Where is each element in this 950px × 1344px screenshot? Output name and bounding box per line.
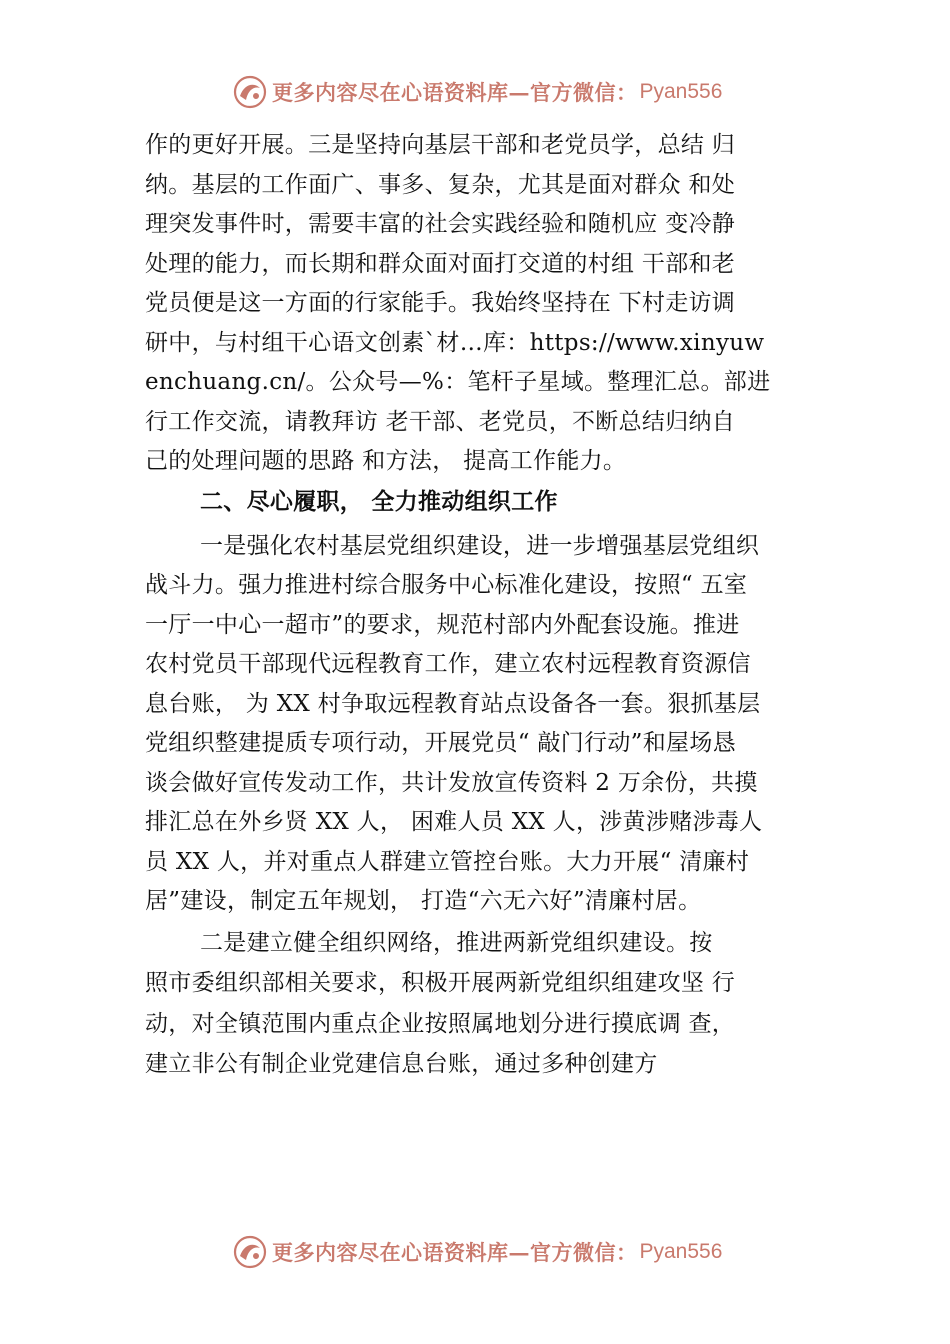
watermark-logo-icon xyxy=(232,1234,268,1270)
body-line: 研中，与村组干心语文创素`材…库：https://www.xinyuw xyxy=(145,330,765,356)
body-line: 动，对全镇范围内重点企业按照属地划分进行摸底调 查， xyxy=(145,1011,736,1037)
body-line: 农村党员干部现代远程教育工作，建立农村远程教育资源信 xyxy=(145,651,751,677)
body-line: 建立非公有制企业党建信息台账，通过多种创建方 xyxy=(145,1051,658,1077)
body-line: 处理的能力，而长期和群众面对面打交道的村组 干部和老 xyxy=(145,251,736,277)
header-watermark xyxy=(232,72,722,112)
watermark-handle: Pyan556 xyxy=(639,80,723,103)
body-line: 一厅一中心一超市”的要求，规范村部内外配套设施。推进 xyxy=(145,612,740,638)
body-line: 排汇总在外乡贤 XX 人， 困难人员 XX 人，涉黄涉赌涉毒人 xyxy=(145,809,763,835)
body-line: 党员便是这一方面的行家能手。我始终坚持在 下村走访调 xyxy=(145,290,736,316)
body-line: 居”建设，制定五年规划， 打造“六无六好”清廉村居。 xyxy=(145,888,702,914)
body-line: 纳。基层的工作面广、事多、复杂，尤其是面对群众 和处 xyxy=(145,172,736,198)
body-line: 照市委组织部相关要求，积极开展两新党组织组建攻坚 行 xyxy=(145,970,736,996)
body-line: 息台账， 为 XX 村争取远程教育站点设备各一套。狠抓基层 xyxy=(145,691,761,717)
body-line: 员 XX 人，并对重点人群建立管控台账。大力开展“ 清廉村 xyxy=(145,849,750,875)
body-line: 二是建立健全组织网络，推进两新党组织建设。按 xyxy=(200,930,713,956)
body-line: 战斗力。强力推进村综合服务中心标准化建设，按照“ 五室 xyxy=(145,572,748,598)
body-line: 己的处理问题的思路 和方法， 提高工作能力。 xyxy=(145,448,627,474)
watermark-logo-icon xyxy=(232,74,268,110)
body-line: enchuang.cn/。公众号—%：笔杆子星域。整理汇总。部进 xyxy=(145,369,771,395)
body-line: 党组织整建提质专项行动，开展党员“ 敲门行动”和屋场恳 xyxy=(145,730,736,756)
body-line: 一是强化农村基层党组织建设，进一步增强基层党组织 xyxy=(200,533,760,559)
body-line: 理突发事件时，需要丰富的社会实践经验和随机应 变冷静 xyxy=(145,211,736,237)
watermark-text: 更多内容尽在心语资料库—官方微信： xyxy=(272,80,638,105)
watermark-handle: Pyan556 xyxy=(639,1240,723,1263)
body-line: 谈会做好宣传发动工作，共计发放宣传资料 2 万余份，共摸 xyxy=(145,770,758,796)
footer-watermark xyxy=(232,1232,722,1272)
body-line: 行工作交流，请教拜访 老干部、老党员，不断总结归纳自 xyxy=(145,409,736,435)
body-line: 作的更好开展。三是坚持向基层干部和老党员学，总结 归 xyxy=(145,132,736,158)
section-heading: 二、尽心履职， 全力推动组织工作 xyxy=(200,489,558,515)
watermark-text: 更多内容尽在心语资料库—官方微信： xyxy=(272,1240,638,1265)
